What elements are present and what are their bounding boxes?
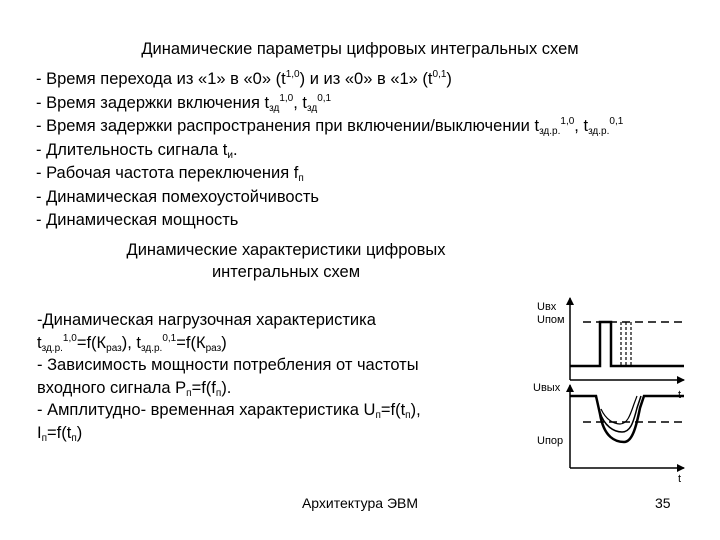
label-uvx: Uвх	[537, 301, 557, 313]
text-line-power-formula: входного сигнала $P_п=f(f_п)$.	[37, 378, 232, 399]
label-upor: Uпор	[537, 435, 564, 447]
section-title-line-1: Динамические характеристики цифровых	[126, 241, 446, 259]
label-time-upper: t	[678, 389, 682, 401]
list-item-propagation-delay: - Время задержки распространения при включении/выключении $t_{зд.р.}^{1,0}$, $t_{зд.р.}^{0,1}$	[36, 116, 624, 137]
upper-axes	[570, 298, 684, 380]
output-response-deep	[570, 396, 684, 442]
output-response-shallow	[601, 396, 637, 424]
text-line-load-characteristic: -Динамическая нагрузочная характеристика	[37, 311, 376, 329]
list-item-transition-time: - Время перехода из «1» в «0» $(t^{1,0})$ и из «0» в «1» $(t^{0,1})$	[36, 69, 452, 88]
text-line-current-formula: $I_п=f(t_п)$	[37, 423, 83, 444]
list-item-signal-duration: - Длительность сигнала $t_и$.	[36, 140, 238, 161]
page-number: 35	[655, 495, 671, 511]
label-time-lower: t	[678, 473, 682, 485]
label-uvyx: Uвых	[533, 382, 561, 394]
list-item-turn-on-delay: - Время задержки включения $t_{зд}^{1,0}$, $t_{зд}^{0,1}$	[36, 92, 332, 114]
footer-course-title: Архитектура ЭВМ	[301, 495, 419, 511]
text-line-delay-formula: $t_{зд.р.}^{1,0}=f(К_{раз})$, $t_{зд.р.}^{0,1}=f(К_{раз})$	[37, 332, 227, 354]
label-upom: Uпом	[537, 314, 565, 326]
list-item-noise-immunity: - Динамическая помехоустойчивость	[36, 187, 319, 206]
list-item-switching-frequency: - Рабочая частота переключения $f_п$	[36, 164, 304, 184]
section-title-line-2: интегральных схем	[211, 263, 361, 281]
section-title-parameters: Динамические параметры цифровых интегральных схем	[141, 40, 579, 58]
text-line-power-dependency: - Зависимость мощности потребления от частоты	[37, 356, 419, 374]
lower-axes	[570, 385, 684, 468]
input-pulse-trace	[570, 322, 684, 366]
text-line-amplitude-time: - Амплитудно- временная характеристика $U_п=f(t_п)$,	[37, 401, 421, 421]
list-item-dynamic-power: - Динамическая мощность	[36, 211, 239, 229]
